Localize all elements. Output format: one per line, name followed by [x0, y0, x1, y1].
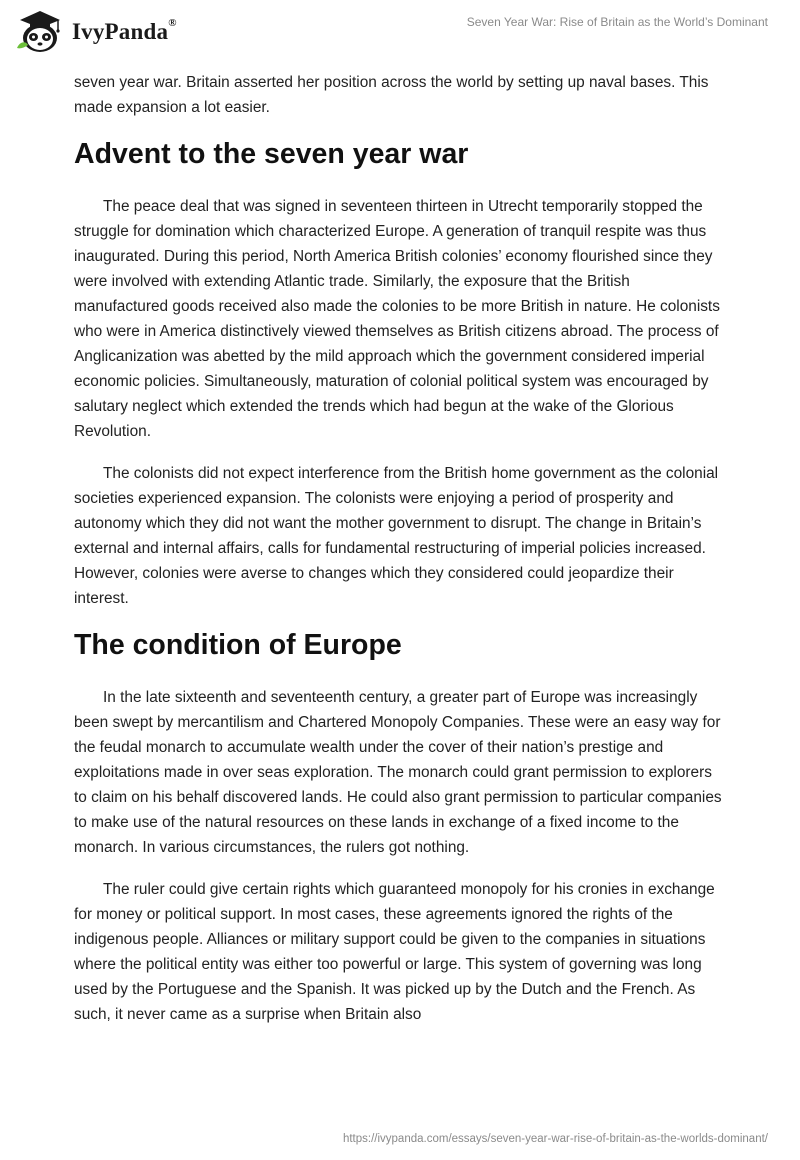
brand-text: IvyPanda	[72, 19, 169, 44]
paragraph: The colonists did not expect interference from the British home government as the colonial societies experienced expansion. The colonists were enjoying a period of prosperity and autonomy which they did not want the mother government to disrupt. The change in Britain’s external and internal affairs, calls for fundamental restructuring of imperial policies increased. However, colonies were averse to changes which they considered could jeopardize their interest.	[74, 465, 719, 607]
article-body	[74, 70, 726, 1044]
section-heading: Advent to the seven year war	[74, 138, 469, 170]
intro-paragraph: seven year war. Britain asserted her position across the world by setting up naval bases. This made expansion a lot easier.	[74, 74, 709, 116]
paragraph: The peace deal that was signed in seventeen thirteen in Utrecht temporarily stopped the struggle for domination which characterized Europe. A generation of tranquil respite was thus inaugurated. During this period, North America British colonies’ economy flourished since they were involved with extending Atlantic trade. Similarly, the exposure that the British manufactured goods received also made the colonies to be more British in nature. He colonists who were in America distinctively viewed themselves as British citizens abroad. The process of Anglicanization was abetted by the mild approach which the government considered imperial economic policies. Simultaneously, maturation of colonial political system was encouraged by salutary neglect which extended the trends which had begun at the wake of the Glorious Revolution.	[74, 198, 720, 440]
registered-mark: ®	[168, 17, 177, 30]
section-heading: The condition of Europe	[74, 629, 402, 661]
brand-name	[72, 19, 177, 45]
brand-logo[interactable]	[14, 8, 177, 54]
panda-graduate-icon	[14, 8, 66, 54]
source-url-link[interactable]: https://ivypanda.com/essays/seven-year-war-rise-of-britain-as-the-worlds-dominant/	[342, 1133, 768, 1145]
document-title: Seven Year War: Rise of Britain as the World’s Dominant	[466, 15, 768, 29]
page-header	[0, 0, 800, 70]
paragraph: The ruler could give certain rights which guaranteed monopoly for his cronies in exchange for money or political support. In most cases, these agreements ignored the rights of the indigenous people. Alliances or military support could be given to the companies in situations where the political entity was either too powerful or large. This system of governing was long used by the Portuguese and the Spanish. It was picked up by the Dutch and the French. As such, it never came as a surprise when Britain also	[74, 881, 715, 1023]
paragraph: In the late sixteenth and seventeenth century, a greater part of Europe was increasingly been swept by mercantilism and Chartered Monopoly Companies. These were an easy way for the feudal monarch to accumulate wealth under the cover of their nation’s prestige and exploitations made in over seas exploration. The monarch could grant permission to explorers to claim on his behalf discovered lands. He could also grant permission to particular companies to make use of the natural resources on these lands in exchange of a fixed income to the monarch. In various circumstances, the rulers got nothing.	[74, 689, 722, 856]
